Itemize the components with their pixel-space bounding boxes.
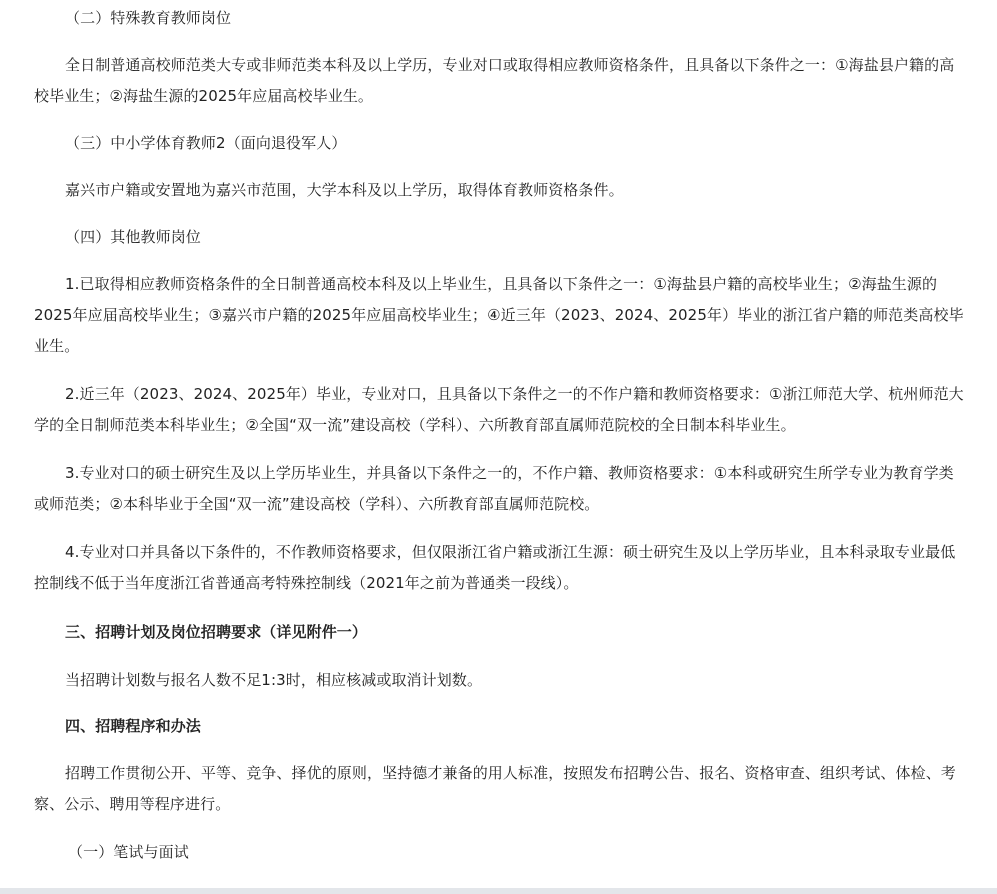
section-heading-recruitment-plan: 三、招聘计划及岗位招聘要求（详见附件一）	[65, 623, 368, 641]
paragraph-other-teachers-item-1: 1.已取得相应教师资格条件的全日制普通高校本科及以上毕业生，且具备以下条件之一：①海盐县户籍的高校毕业生；②海盐生源的2025年应届高校毕业生；③嘉兴市户籍的2025年应届高校毕业生；④近三年（2023、2024、2025年）毕业的浙江省户籍的师范类高校毕业生。	[34, 275, 964, 355]
paragraph-other-teachers-item-3: 3.专业对口的硕士研究生及以上学历毕业生，并具备以下条件之一的，不作户籍、教师资格要求：①本科或研究生所学专业为教育学类或师范类；②本科毕业于全国“双一流”建设高校（学科）、六所教育部直属师范院校。	[34, 464, 954, 513]
paragraph-special-education-requirements: 全日制普通高校师范类大专或非师范类本科及以上学历，专业对口或取得相应教师资格条件，且具备以下条件之一：①海盐县户籍的高校毕业生；②海盐生源的2025年应届高校毕业生。	[34, 56, 955, 105]
subheading-written-test-interview: （一）笔试与面试	[68, 843, 189, 861]
subheading-other-teachers: （四）其他教师岗位	[65, 228, 201, 246]
paragraph-recruitment-procedure: 招聘工作贯彻公开、平等、竞争、择优的原则，坚持德才兼备的用人标准，按照发布招聘公告、报名、资格审查、组织考试、体检、考察、公示、聘用等程序进行。	[34, 764, 956, 813]
section-heading-recruitment-procedure: 四、招聘程序和办法	[65, 717, 201, 735]
bottom-divider	[0, 888, 997, 894]
subheading-pe-teacher: （三）中小学体育教师2（面向退役军人）	[65, 134, 347, 152]
paragraph-other-teachers-item-2: 2.近三年（2023、2024、2025年）毕业，专业对口，且具备以下条件之一的不作户籍和教师资格要求：①浙江师范大学、杭州师范大学的全日制师范类本科毕业生；②全国“双一流”建设高校（学科）、六所教育部直属师范院校的全日制本科毕业生。	[34, 385, 964, 434]
paragraph-recruitment-ratio: 当招聘计划数与报名人数不足1:3时，相应核减或取消计划数。	[65, 671, 483, 689]
paragraph-other-teachers-item-4: 4.专业对口并具备以下条件的，不作教师资格要求，但仅限浙江省户籍或浙江生源：硕士研究生及以上学历毕业，且本科录取专业最低控制线不低于当年度浙江省普通高考特殊控制线（2021年之前为普通类一段线）。	[34, 543, 956, 592]
subheading-special-education: （二）特殊教育教师岗位	[65, 9, 232, 27]
paragraph-pe-teacher-requirements: 嘉兴市户籍或安置地为嘉兴市范围，大学本科及以上学历，取得体育教师资格条件。	[65, 181, 624, 199]
